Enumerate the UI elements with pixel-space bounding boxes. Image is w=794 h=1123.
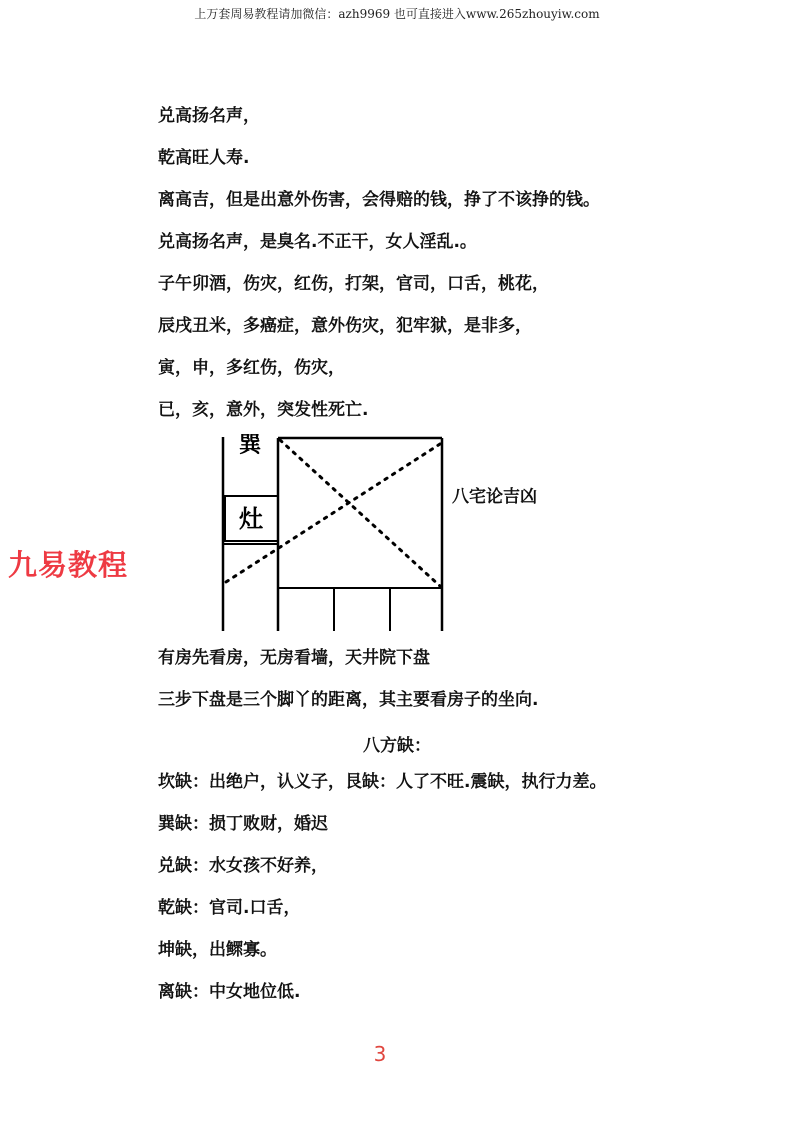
text-line: 兑高扬名声，是臭名.不正干，女人淫乱.。 [158,232,477,252]
text-line: 巽缺：损丁败财，婚迟 [158,814,328,834]
text-line: 乾缺：官司.口舌， [158,898,301,918]
page-header: 上万套周易教程请加微信：azh9969 也可直接进入www.265zhouyiw.com [194,7,600,21]
text-line: 兑缺：水女孩不好养， [158,856,328,876]
text-line: 离缺：中女地位低. [158,982,301,1002]
section-title: 八方缺： [363,736,431,756]
text-line: 三步下盘是三个脚丫的距离，其主要看房子的坐向. [158,690,539,710]
house-diagram [218,434,448,634]
text-line: 已，亥，意外，突发性死亡. [158,400,369,420]
diagram-caption: 八宅论吉凶 [452,487,537,507]
watermark-logo: 九易教程 [8,548,129,582]
stove-label: 灶 [239,505,263,533]
text-line: 兑高扬名声， [158,106,260,126]
xun-label: 巽 [238,434,262,458]
text-line: 乾高旺人寿. [158,148,250,168]
text-line: 辰戌丑米，多癌症，意外伤灾，犯牢狱，是非多， [158,316,532,336]
text-line: 坎缺：出绝户，认义子，艮缺：人了不旺.震缺，执行力差。 [158,772,607,792]
text-line: 离高吉，但是出意外伤害，会得赔的钱，挣了不该挣的钱。 [158,190,600,210]
text-line: 寅，申，多红伤，伤灾， [158,358,345,378]
page-number: 3 [373,1042,387,1066]
text-line: 有房先看房，无房看墙，天井院下盘 [158,648,430,668]
text-line: 子午卯酒，伤灾，红伤，打架，官司，口舌，桃花， [158,274,549,294]
diagonal-1 [280,440,440,586]
text-line: 坤缺，出鳏寡。 [158,940,277,960]
